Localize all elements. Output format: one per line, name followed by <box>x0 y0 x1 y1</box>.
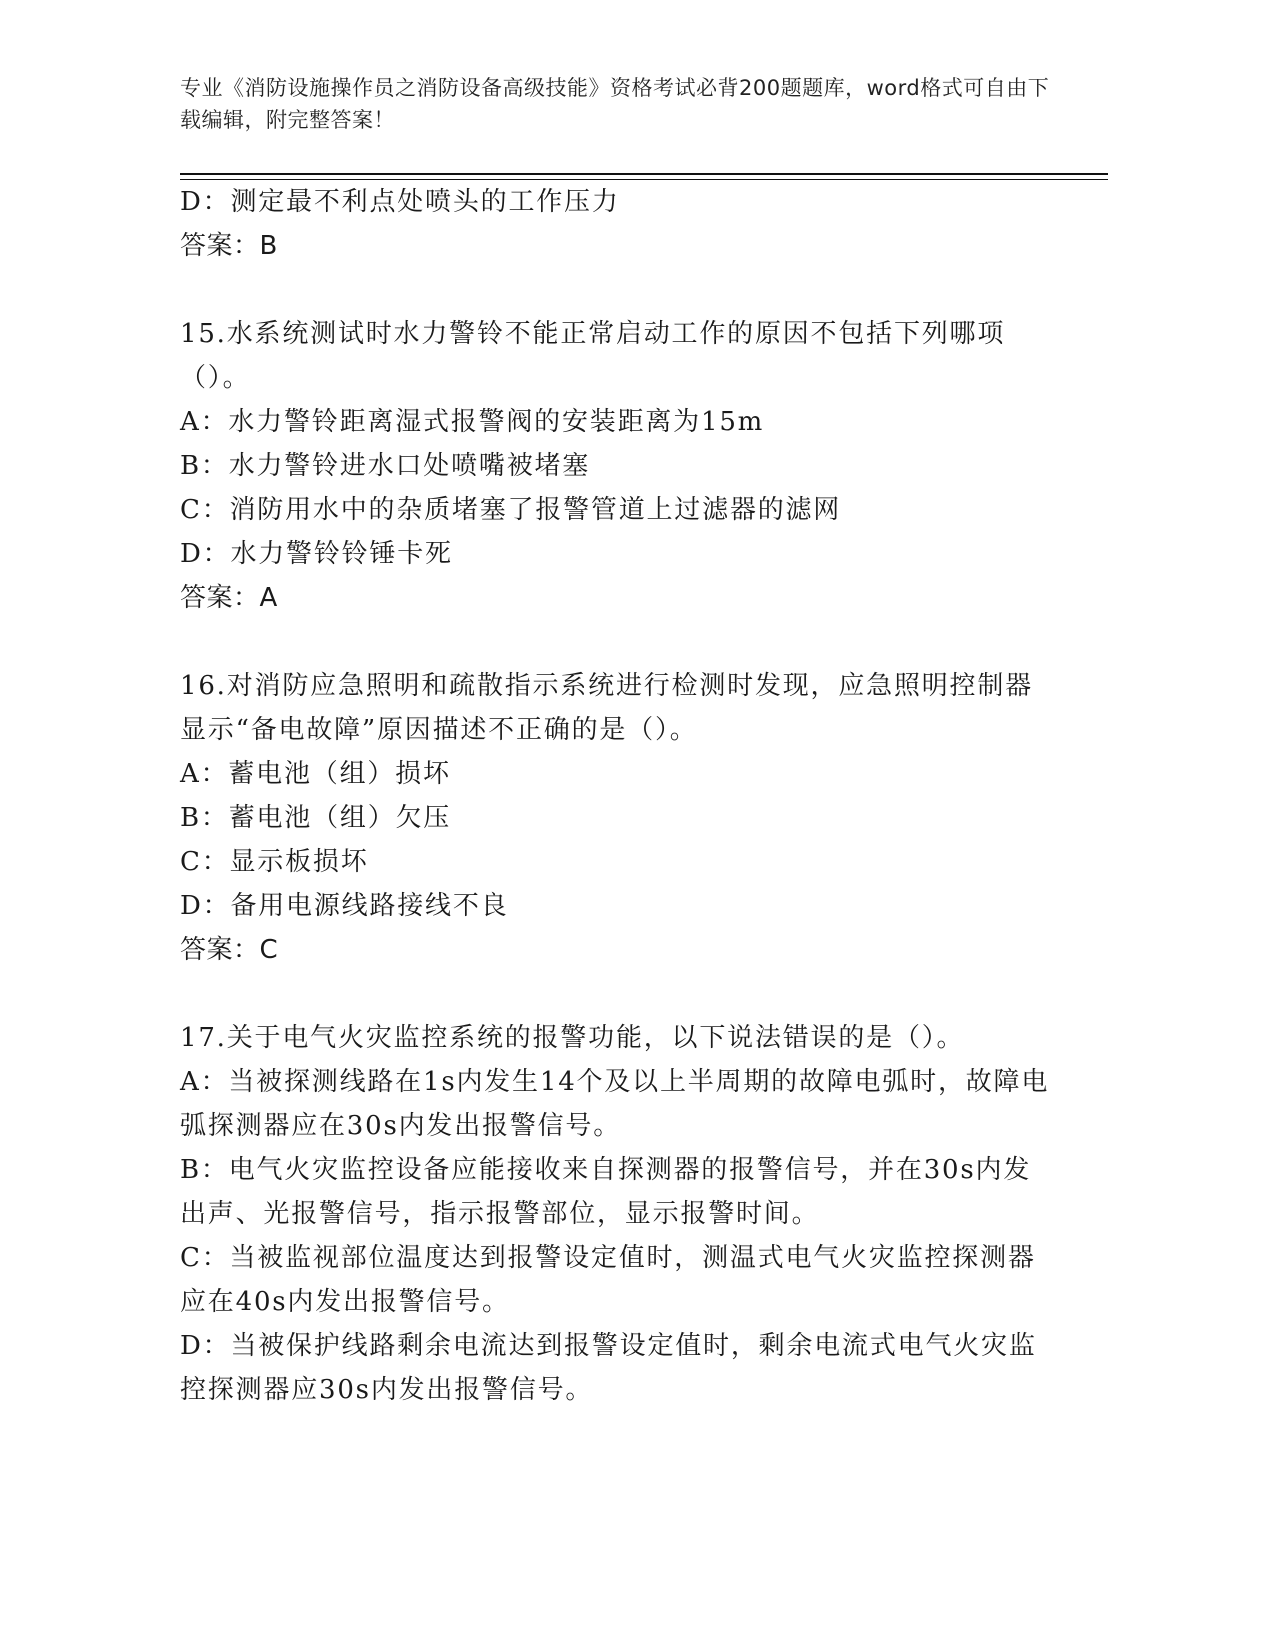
option-b: B：蓄电池（组）欠压 <box>180 803 452 833</box>
option-b: B：水力警铃进水口处喷嘴被堵塞 <box>180 451 591 481</box>
question-block <box>180 312 1050 620</box>
question-stem: 15.水系统测试时水力警铃不能正常启动工作的原因不包括下列哪项（）。 <box>180 319 1006 393</box>
question-block <box>180 664 1050 972</box>
option-c: C：显示板损坏 <box>180 847 369 877</box>
question-block <box>180 1016 1050 1412</box>
document-body <box>180 180 1050 1412</box>
spacer <box>180 972 1050 1016</box>
option-d: D：当被保护线路剩余电流达到报警设定值时，剩余电流式电气火灾监控探测器应30s内发出报警信号。 <box>180 1331 1037 1405</box>
document-header: 专业《消防设施操作员之消防设备高级技能》资格考试必背200题题库，word格式可自由下载编辑，附完整答案！ <box>180 76 1050 132</box>
option-a: A：水力警铃距离湿式报警阀的安装距离为15m <box>180 407 765 437</box>
answer-line: 答案：C <box>180 935 279 965</box>
option-d: D：备用电源线路接线不良 <box>180 891 509 921</box>
option-c: C：消防用水中的杂质堵塞了报警管道上过滤器的滤网 <box>180 495 842 525</box>
question-stem: 17.关于电气火灾监控系统的报警功能，以下说法错误的是（）。 <box>180 1023 965 1053</box>
option-d: D：测定最不利点处喷头的工作压力 <box>180 187 620 217</box>
spacer <box>180 620 1050 664</box>
question-stem: 16.对消防应急照明和疏散指示系统进行检测时发现，应急照明控制器显示“备电故障”原因描述不正确的是（）。 <box>180 671 1033 745</box>
answer-line: 答案：B <box>180 231 278 261</box>
option-a: A：当被探测线路在1s内发生14个及以上半周期的故障电弧时，故障电弧探测器应在30s内发出报警信号。 <box>180 1067 1050 1141</box>
option-d: D：水力警铃铃锤卡死 <box>180 539 453 569</box>
option-c: C：当被监视部位温度达到报警设定值时，测温式电气火灾监控探测器应在40s内发出报警信号。 <box>180 1243 1036 1317</box>
header-rule-thick <box>180 173 1108 175</box>
option-a: A：蓄电池（组）损坏 <box>180 759 451 789</box>
spacer <box>180 268 1050 312</box>
answer-line: 答案：A <box>180 583 278 613</box>
option-b: B：电气火灾监控设备应能接收来自探测器的报警信号，并在30s内发出声、光报警信号，指示报警部位，显示报警时间。 <box>180 1155 1032 1229</box>
